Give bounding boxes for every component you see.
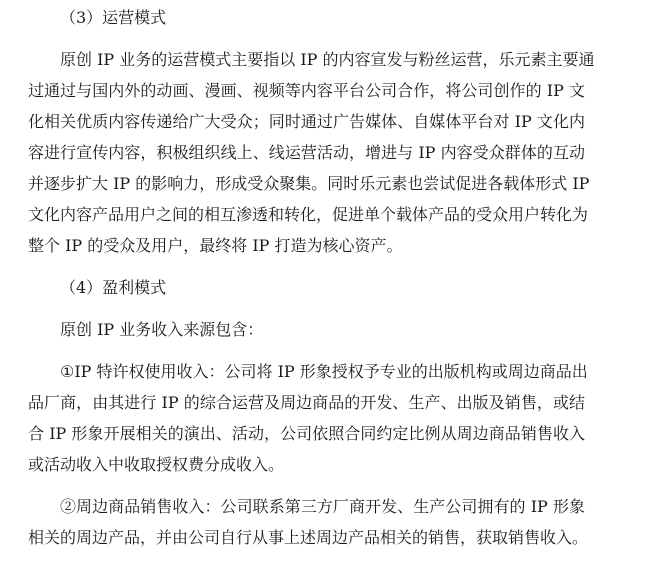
section-heading-profit-mode: （4）盈利模式 (60, 278, 167, 297)
spacer (28, 480, 585, 491)
spacer (28, 261, 585, 272)
text-line: ①IP 特许权使用收入：公司将 IP 形象授权予专业的出版机构或周边商品出 (60, 362, 588, 381)
spacer (28, 33, 585, 44)
text-line: 品厂商，由其进行 IP 的综合运营及周边商品的开发、生产、出版及销售，或结 (28, 393, 585, 412)
paragraph-operation-mode (28, 44, 595, 261)
document-page (28, 0, 595, 553)
paragraph-merchandise-revenue (28, 491, 589, 553)
paragraph-ip-license-revenue (28, 356, 588, 480)
text-line: 过通过与国内外的动画、漫画、视频等内容平台公司合作，将公司创作的 IP 文 (28, 81, 585, 100)
text-line: 原创 IP 业务收入来源包含： (60, 320, 264, 339)
text-line: 化相关优质内容传递给广大受众；同时通过广告媒体、自媒体平台对 IP 文化内 (28, 112, 585, 131)
text-line: 原创 IP 业务的运营模式主要指以 IP 的内容宣发与粉丝运营，乐元素主要通 (60, 50, 595, 69)
text-line: 相关的周边产品，并由公司自行从事上述周边产品相关的销售，获取销售收入。 (28, 528, 589, 547)
text-line: 或活动收入中收取授权费分成收入。 (28, 455, 285, 474)
text-line: ②周边商品销售收入：公司联系第三方厂商开发、生产公司拥有的 IP 形象 (60, 497, 585, 516)
paragraph-revenue-intro (28, 314, 585, 345)
text-line: 整个 IP 的受众及用户，最终将 IP 打造为核心资产。 (28, 236, 403, 255)
spacer (28, 303, 585, 314)
text-line: 并逐步扩大 IP 的影响力，形成受众聚集。同时乐元素也尝试促进各载体形式 IP (28, 174, 590, 193)
text-line: 容进行宣传内容，积极组织线上、线运营活动，增进与 IP 内容受众群体的互动 (28, 143, 585, 162)
text-line: 合 IP 形象开展相关的演出、活动，公司依照合同约定比例从周边商品销售收入 (28, 424, 585, 443)
text-line: 文化内容产品用户之间的相互渗透和转化，促进单个载体产品的受众用户转化为 (28, 205, 589, 224)
spacer (28, 345, 585, 356)
section-heading-operation-mode: （3）运营模式 (60, 8, 167, 27)
